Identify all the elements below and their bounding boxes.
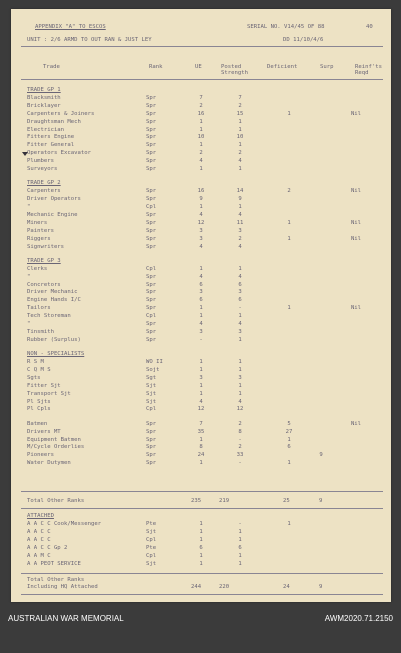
posted-cell: 1 (238, 166, 242, 172)
posted-cell: 6 (238, 281, 242, 288)
rank-cell: Spr (146, 305, 157, 312)
rank-cell: Spr (146, 227, 157, 234)
posted-cell: 2 (238, 150, 242, 157)
trade-cell: Tech Storeman (27, 313, 71, 320)
grand-total-posted: 220 (219, 584, 230, 590)
trade-cell: M/Cycle Orderlies (27, 444, 85, 451)
rank-cell: Cpl (146, 406, 157, 413)
ue-cell: 16 (197, 110, 205, 117)
deficient-cell: 1 (287, 521, 291, 527)
ue-cell: 6 (199, 281, 203, 288)
grand-total-label-1: Total Other Ranks (27, 577, 85, 583)
grand-total-label-2: Including HQ Attached (27, 584, 98, 590)
rank-cell: Spr (146, 94, 157, 101)
posted-cell: 1 (238, 536, 242, 543)
trade-cell: Pl Sjts (27, 398, 51, 405)
rank-cell: Spr (146, 166, 157, 172)
trade-cell: Clerks (27, 265, 48, 272)
reinf-cell: Nil (350, 219, 362, 226)
posted-cell: 1 (238, 359, 242, 365)
posted-cell: 1 (238, 560, 242, 567)
ue-cell: 1 (199, 460, 203, 467)
trade-cell: Drivers MT (27, 428, 61, 435)
deficient-cell: 27 (285, 428, 293, 435)
rank-cell: Cpl (146, 536, 157, 543)
rank-cell: Spr (146, 118, 157, 125)
ue-cell: 1 (199, 305, 203, 312)
ue-cell: 1 (199, 552, 203, 559)
page-number: 40 (366, 24, 373, 30)
rank-cell: Spr (146, 196, 157, 203)
trade-cell: Miners (27, 219, 48, 226)
trade-cell: Plumbers (27, 158, 54, 165)
deficient-cell: 1 (287, 460, 291, 467)
posted-cell: 1 (238, 382, 242, 389)
trade-cell: Tinsmith (27, 328, 54, 335)
rank-cell: Sjt (146, 398, 157, 405)
total-posted: 219 (219, 498, 230, 504)
posted-cell: 10 (236, 134, 244, 141)
ue-cell: 1 (199, 265, 203, 272)
posted-cell: 1 (238, 204, 242, 210)
group-heading: TRADE GP 3 (27, 257, 61, 264)
ue-cell: 3 (199, 235, 203, 242)
posted-cell: 8 (238, 428, 242, 435)
posted-cell: 2 (238, 420, 242, 427)
posted-cell: - (238, 521, 242, 527)
rank-cell: Spr (146, 158, 157, 165)
ue-cell: 1 (199, 359, 203, 365)
trade-cell: Rubber (Surplus) (27, 336, 81, 343)
ue-cell: 8 (199, 444, 203, 451)
total-label: Total Other Ranks (27, 498, 85, 504)
posted-cell: 4 (238, 243, 242, 250)
grand-total-rule-bottom (21, 594, 383, 595)
trade-cell: A A C C (27, 528, 51, 535)
posted-cell: 4 (238, 211, 242, 218)
trade-cell: Carpenters & Joiners (27, 110, 95, 117)
rank-cell: Spr (146, 188, 157, 195)
rank-cell: Spr (146, 321, 157, 327)
posted-cell: 4 (238, 273, 242, 280)
grand-total-rule-top (21, 573, 383, 574)
rank-cell: Spr (146, 444, 157, 451)
deficient-cell: 2 (287, 188, 291, 195)
ue-cell: 1 (199, 390, 203, 397)
rank-cell: Sjt (146, 390, 157, 397)
rank-cell: Spr (146, 420, 157, 427)
posted-cell: 15 (236, 110, 244, 117)
posted-cell: 9 (238, 196, 242, 203)
serial-number: SERIAL NO. V14/45 OF 88 (247, 24, 325, 30)
rank-cell: Spr (146, 297, 157, 304)
posted-cell: 4 (238, 321, 242, 327)
ue-cell: 7 (199, 420, 203, 427)
deficient-cell: 1 (287, 305, 291, 312)
trade-cell: Painters (27, 227, 54, 234)
ue-cell: 16 (197, 188, 205, 195)
trade-cell: " (27, 321, 31, 327)
posted-cell: - (238, 460, 242, 467)
reinf-cell: Nil (350, 188, 362, 195)
ue-cell: 12 (197, 219, 205, 226)
total-rule-bottom (21, 508, 383, 509)
rank-cell: Sjt (146, 528, 157, 535)
ue-cell: 3 (199, 289, 203, 296)
posted-cell: 14 (236, 188, 244, 195)
rank-cell: Sjt (146, 560, 157, 567)
col-deficient: Deficient (267, 64, 298, 70)
ue-cell: 4 (199, 321, 203, 327)
posted-cell: 4 (238, 398, 242, 405)
rank-cell: Spr (146, 235, 157, 242)
ue-cell: 2 (199, 150, 203, 157)
deficient-cell: 1 (287, 436, 291, 443)
trade-cell: Engine Hands I/C (27, 297, 81, 304)
total-ue: 235 (191, 498, 202, 504)
trade-cell: Fitter Sjt (27, 382, 61, 389)
col-posted: Posted Strength (221, 64, 248, 76)
deficient-cell: 1 (287, 110, 291, 117)
ue-cell: 1 (199, 204, 203, 210)
trade-cell: " (27, 204, 31, 210)
deficient-cell: 6 (287, 444, 291, 451)
col-reinf: Reinf'ts Reqd (355, 64, 382, 76)
ue-cell: 24 (197, 452, 205, 459)
posted-cell: 12 (236, 406, 244, 413)
posted-cell: 7 (238, 94, 242, 101)
trade-cell: A A C C Cook/Messenger (27, 521, 102, 527)
trade-cell: Transport Sjt (27, 390, 71, 397)
posted-cell: 3 (238, 328, 242, 335)
trade-cell: A A PEOT SERVICE (27, 560, 81, 567)
rank-cell: Spr (146, 328, 157, 335)
col-surp: Surp (320, 64, 334, 70)
ue-cell: 1 (199, 366, 203, 373)
archive-caption: AUSTRALIAN WAR MEMORIAL (8, 614, 124, 623)
ue-cell: 7 (199, 94, 203, 101)
ue-cell: 2 (199, 102, 203, 109)
surplus-cell: 9 (319, 452, 323, 459)
reinf-cell: Nil (350, 235, 362, 242)
posted-cell: 3 (238, 289, 242, 296)
trade-cell: Riggers (27, 235, 51, 242)
rank-cell: Spr (146, 126, 157, 133)
ue-cell: 4 (199, 273, 203, 280)
posted-cell: 1 (238, 528, 242, 535)
rank-cell: Spr (146, 211, 157, 218)
rank-cell: Spr (146, 460, 157, 467)
trade-cell: Driver Operators (27, 196, 81, 203)
posted-cell: 1 (238, 552, 242, 559)
group-heading: NON - SPECIALISTS (27, 351, 85, 358)
ue-cell: 3 (199, 374, 203, 381)
trade-cell: Fitter General (27, 142, 75, 149)
rank-cell: Sgt (146, 374, 157, 381)
group-heading: TRADE GP 1 (27, 87, 61, 93)
ue-cell: 6 (199, 544, 203, 551)
appendix-title: APPENDIX "A" TO ESCOS (35, 24, 106, 30)
trade-cell: Pl Cpls (27, 406, 51, 413)
posted-cell: 2 (238, 444, 242, 451)
ue-cell: 1 (199, 528, 203, 535)
rank-cell: Sjt (146, 382, 157, 389)
ue-cell: 1 (199, 126, 203, 133)
rank-cell: Spr (146, 243, 157, 250)
rank-cell: Pte (146, 521, 157, 527)
document-page (11, 9, 391, 602)
ue-cell: 1 (199, 118, 203, 125)
rank-cell: Pte (146, 544, 157, 551)
trade-cell: Carpenters (27, 188, 61, 195)
rank-cell: Spr (146, 336, 157, 343)
deficient-cell: 1 (287, 219, 291, 226)
trade-cell: Sgts (27, 374, 41, 381)
rank-cell: Spr (146, 102, 157, 109)
trade-cell: Driver Mechanic (27, 289, 78, 296)
ue-cell: 1 (199, 436, 203, 443)
rank-cell: Cpl (146, 265, 157, 272)
trade-cell: Fitters Engine (27, 134, 75, 141)
column-header-rule (21, 79, 383, 80)
trade-cell: A A C C Gp 2 (27, 544, 68, 551)
ue-cell: 9 (199, 196, 203, 203)
rank-cell: Spr (146, 452, 157, 459)
ue-cell: 12 (197, 406, 205, 413)
posted-cell: 3 (238, 227, 242, 234)
reinf-cell: Nil (350, 110, 362, 117)
col-ue: UE (195, 64, 202, 70)
total-surplus: 9 (319, 498, 323, 504)
posted-cell: 1 (238, 313, 242, 320)
grand-total-deficient: 24 (283, 584, 290, 590)
ue-cell: 1 (199, 313, 203, 320)
posted-cell: 1 (238, 142, 242, 149)
trade-cell: R S M (27, 359, 44, 365)
rank-cell: Spr (146, 281, 157, 288)
ue-cell: 10 (197, 134, 205, 141)
ue-cell: 4 (199, 211, 203, 218)
posted-cell: 2 (238, 102, 242, 109)
ue-cell: 4 (199, 243, 203, 250)
accession-number: AWM2020.71.2150 (324, 614, 393, 623)
posted-cell: - (238, 305, 242, 312)
trade-cell: Pioneers (27, 452, 54, 459)
trade-cell: C Q M S (27, 366, 51, 373)
rank-cell: Spr (146, 436, 157, 443)
trade-cell: " (27, 273, 31, 280)
posted-cell: 6 (238, 544, 242, 551)
trade-cell: A A C C (27, 536, 51, 543)
ue-cell: 1 (199, 166, 203, 172)
ue-cell: 3 (199, 328, 203, 335)
posted-cell: 1 (238, 265, 242, 272)
rank-cell: Spr (146, 289, 157, 296)
trade-cell: Concretors (27, 281, 61, 288)
attached-heading: ATTACHED (27, 513, 54, 519)
rank-cell: Spr (146, 273, 157, 280)
trade-cell: Operators Excavator (27, 150, 91, 157)
trade-cell: Surveyors (27, 166, 58, 172)
ue-cell: 1 (199, 142, 203, 149)
total-deficient: 25 (283, 498, 290, 504)
rank-cell: Cpl (146, 204, 157, 210)
trade-cell: Blacksmith (27, 94, 61, 101)
rank-cell: Cpl (146, 552, 157, 559)
ue-cell: 4 (199, 158, 203, 165)
posted-cell: 1 (238, 126, 242, 133)
trade-cell: Batmen (27, 420, 48, 427)
header-rule (21, 46, 383, 47)
ue-cell: 1 (199, 521, 203, 527)
rank-cell: Spr (146, 110, 157, 117)
posted-cell: - (238, 436, 242, 443)
group-heading: TRADE GP 2 (27, 180, 61, 187)
trade-cell: Water Dutymen (27, 460, 71, 467)
grand-total-surplus: 9 (319, 584, 323, 590)
posted-cell: 1 (238, 366, 242, 373)
unit-line: UNIT : 2/6 ARMD TO OUT RAN & JUST LEY (27, 37, 152, 43)
ue-cell: 6 (199, 297, 203, 304)
posted-cell: 3 (238, 374, 242, 381)
posted-cell: 6 (238, 297, 242, 304)
total-rule-top (21, 491, 383, 492)
posted-cell: 11 (236, 219, 244, 226)
deficient-cell: 1 (287, 235, 291, 242)
trade-cell: Bricklayer (27, 102, 61, 109)
rank-cell: Spr (146, 219, 157, 226)
date-line: DD 11/10/4/6 (283, 37, 324, 43)
col-rank: Rank (149, 64, 163, 70)
trade-cell: Equipment Batmen (27, 436, 81, 443)
rank-cell: Spr (146, 134, 157, 141)
posted-cell: 1 (238, 118, 242, 125)
posted-cell: 2 (238, 235, 242, 242)
trade-cell: Draughtsman Mech (27, 118, 81, 125)
trade-cell: Mechanic Engine (27, 211, 78, 218)
ue-cell: 1 (199, 560, 203, 567)
rank-cell: Spr (146, 428, 157, 435)
ue-cell: 4 (199, 398, 203, 405)
rank-cell: Sojt (146, 366, 160, 373)
grand-total-ue: 244 (191, 584, 202, 590)
ue-cell: 35 (197, 428, 205, 435)
posted-cell: 33 (236, 452, 244, 459)
trade-cell: Tailors (27, 305, 51, 312)
ue-cell: 1 (199, 382, 203, 389)
ue-cell: 3 (199, 227, 203, 234)
trade-cell: Electrician (27, 126, 65, 133)
reinf-cell: Nil (350, 420, 362, 427)
rank-cell: Spr (146, 150, 157, 157)
ue-cell: 1 (199, 536, 203, 543)
rank-cell: Spr (146, 142, 157, 149)
rank-cell: Cpl (146, 313, 157, 320)
posted-cell: 1 (238, 390, 242, 397)
deficient-cell: 5 (287, 420, 291, 427)
posted-cell: 1 (238, 336, 242, 343)
posted-cell: 4 (238, 158, 242, 165)
rank-cell: WO II (146, 359, 163, 365)
trade-cell: Signwriters (27, 243, 65, 250)
trade-cell: A A M C (27, 552, 51, 559)
ue-cell: - (199, 336, 203, 343)
reinf-cell: Nil (350, 305, 362, 312)
col-trade: Trade (43, 64, 60, 70)
